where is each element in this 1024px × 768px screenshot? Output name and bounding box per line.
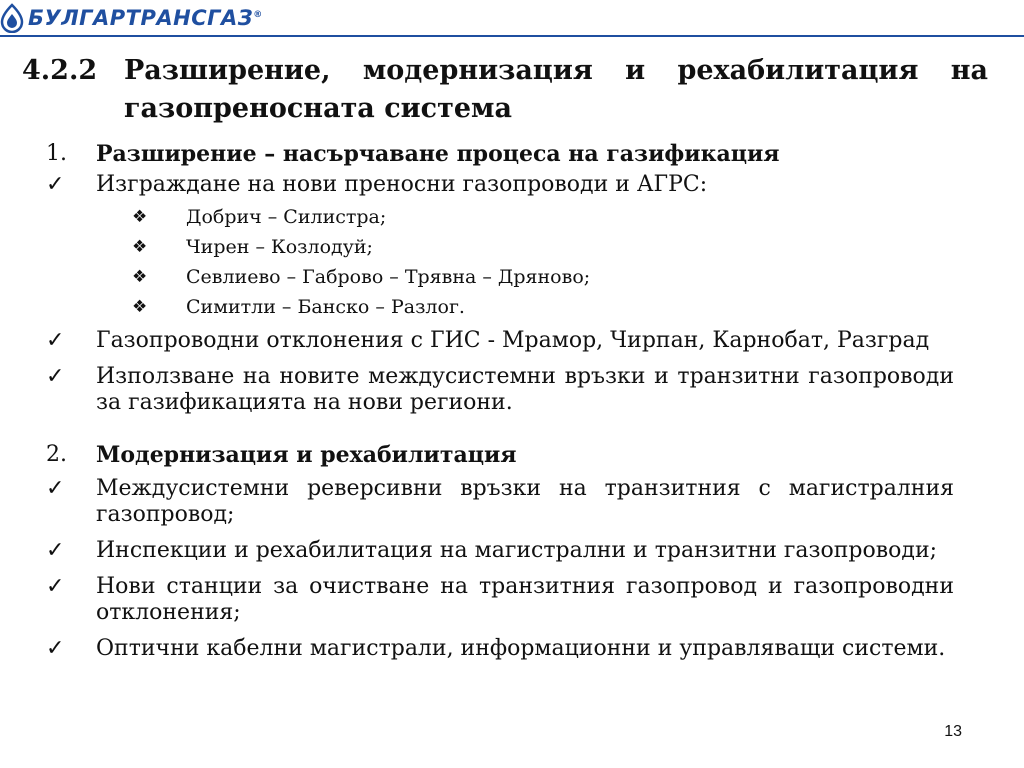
checkmark-icon: ✓ xyxy=(46,328,65,353)
checkmark-icon: ✓ xyxy=(46,574,65,599)
page-number: 13 xyxy=(944,723,962,740)
gas-flame-icon xyxy=(0,3,24,33)
list-item xyxy=(46,538,954,564)
section-1-heading xyxy=(46,141,954,167)
sub-list-item-text: Добрич – Силистра; xyxy=(186,206,387,228)
checkmark-icon: ✓ xyxy=(46,172,65,197)
diamond-bullet-icon: ❖ xyxy=(132,297,148,317)
slide-title xyxy=(22,52,988,128)
sub-list-item-text: Чирен – Козлодуй; xyxy=(186,236,373,258)
diamond-bullet-icon: ❖ xyxy=(132,207,148,227)
list-item xyxy=(46,172,954,198)
header-divider xyxy=(0,35,1024,37)
sub-list-item xyxy=(46,262,954,292)
list-item-text: Оптични кабелни магистрали, информационни и управляващи системи. xyxy=(96,636,946,661)
list-item-text: Инспекции и рехабилитация на магистрални и транзитни газопроводи; xyxy=(96,538,938,563)
checkmark-icon: ✓ xyxy=(46,364,65,389)
checkmark-icon: ✓ xyxy=(46,476,65,501)
list-item-text: Изграждане на нови преносни газопроводи и АГРС: xyxy=(96,172,708,197)
section-number: 2. xyxy=(46,442,67,467)
title-text: Разширение, модернизация и рехабилитация на газопреносната система xyxy=(124,55,988,124)
list-item xyxy=(46,364,954,416)
section-2-heading xyxy=(46,442,954,468)
header-bar xyxy=(0,0,1024,36)
list-item-text: Газопроводни отклонения с ГИС - Мрамор, Чирпан, Карнобат, Разград xyxy=(96,328,930,353)
checkmark-icon: ✓ xyxy=(46,538,65,563)
list-item xyxy=(46,328,954,354)
list-item xyxy=(46,574,954,626)
title-number: 4.2.2 xyxy=(22,55,98,86)
list-item-text: Междусистемни реверсивни връзки на транзитния с магистралния газопровод; xyxy=(96,476,954,527)
sub-list xyxy=(46,202,954,322)
sub-list-item-text: Севлиево – Габрово – Трявна – Дряново; xyxy=(186,266,591,288)
diamond-bullet-icon: ❖ xyxy=(132,267,148,287)
slide-content xyxy=(46,141,954,662)
section-number: 1. xyxy=(46,141,67,166)
sub-list-item xyxy=(46,292,954,322)
sub-list-item xyxy=(46,232,954,262)
list-item-text: Използване на новите междусистемни връзки и транзитни газопроводи за газификацията на нови региони. xyxy=(96,364,954,415)
section-title: Модернизация и рехабилитация xyxy=(96,442,517,468)
list-item-text: Нови станции за очистване на транзитния газопровод и газопроводни отклонения; xyxy=(96,574,954,625)
diamond-bullet-icon: ❖ xyxy=(132,237,148,257)
sub-list-item xyxy=(46,202,954,232)
company-logo xyxy=(0,2,263,34)
logo-text: БУЛГАРТРАНСГАЗ® xyxy=(28,6,263,30)
list-item xyxy=(46,636,954,662)
checkmark-icon: ✓ xyxy=(46,636,65,661)
list-item xyxy=(46,476,954,528)
sub-list-item-text: Симитли – Банско – Разлог. xyxy=(186,296,465,318)
section-title: Разширение – насърчаване процеса на газификация xyxy=(96,141,780,167)
